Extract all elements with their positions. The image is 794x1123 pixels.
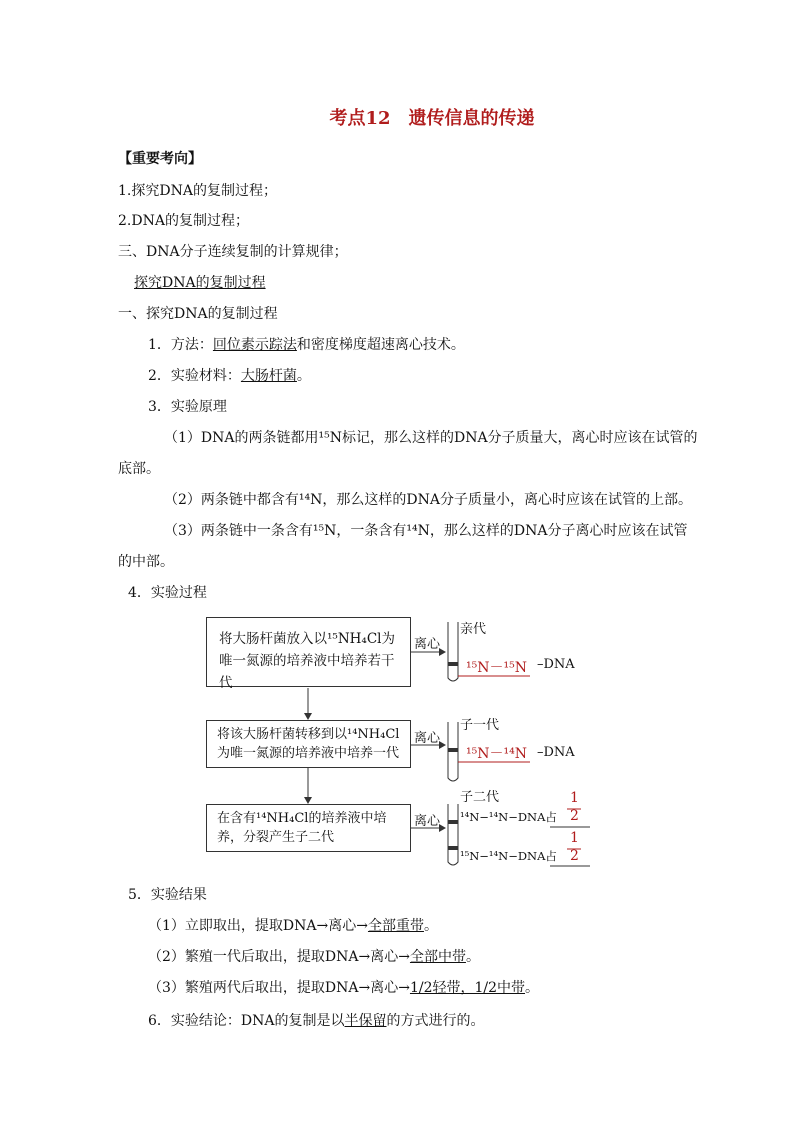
step-box-3: 在含有¹⁴NH₄Cl的培养液中培养，分裂产生子二代: [206, 804, 411, 852]
arrow-head: [304, 713, 312, 720]
section-header: 【重要考向】: [118, 151, 202, 167]
step-box-2: 将该大肠杆菌转移到以¹⁴NH₄Cl为唯一氮源的培养液中培养一代: [206, 720, 411, 768]
centrifuge-label: 离心: [414, 731, 441, 746]
generation-parent: 亲代: [460, 622, 487, 637]
list-item: 2.DNA的复制过程；: [118, 213, 249, 229]
list-item: 三、DNA分子连续复制的计算规律；: [118, 244, 348, 260]
fraction-numerator: 1: [570, 790, 579, 806]
band-label-f1: ¹⁵N－¹⁴N: [466, 746, 527, 762]
band-label-f2-mid: ¹⁵N−¹⁴N−DNA占: [460, 849, 557, 863]
principle-heading: 3．实验原理: [148, 399, 227, 415]
dna-suffix: –DNA: [537, 745, 575, 760]
method-line: 1．方法：回位素示踪法和密度梯度超速离心技术。: [148, 337, 465, 353]
conclusion: 6．实验结论：DNA的复制是以半保留的方式进行的。: [148, 1013, 485, 1029]
dna-suffix: –DNA: [537, 657, 575, 672]
principle-1-cont: 底部。: [118, 461, 160, 477]
results-heading: 5．实验结果: [128, 887, 207, 903]
result-1: （1）立即取出，提取DNA→离心→全部重带。: [148, 918, 438, 934]
fraction-numerator: 1: [570, 830, 579, 846]
generation-f2: 子二代: [460, 790, 500, 805]
result-3: （3）繁殖两代后取出，提取DNA→离心→1/2轻带，1/2中带。: [148, 980, 540, 996]
arrow-head: [304, 797, 312, 804]
test-tube-f2: [448, 804, 458, 865]
fraction-denominator: 2: [570, 848, 579, 864]
band-label-parent: ¹⁵N－¹⁵N: [466, 660, 527, 676]
page-title: 考点12 遗传信息的传递: [329, 108, 535, 129]
centrifuge-label: 离心: [414, 814, 441, 829]
test-tube-f1: [448, 722, 458, 781]
generation-f1: 子一代: [460, 718, 500, 733]
result-2: （2）繁殖一代后取出，提取DNA→离心→全部中带。: [148, 949, 480, 965]
process-diagram: [200, 610, 610, 870]
band-label-f2-light: ¹⁴N−¹⁴N−DNA占: [460, 810, 557, 824]
principle-3: （3）两条链中一条含有¹⁵N，一条含有¹⁴N，那么这样的DNA分子离心时应该在试管: [164, 523, 688, 539]
principle-2: （2）两条链中都含有¹⁴N，那么这样的DNA分子质量小，离心时应该在试管的上部。: [164, 492, 692, 508]
process-heading: 4．实验过程: [128, 585, 207, 601]
principle-3-cont: 的中部。: [118, 554, 174, 570]
principle-1: （1）DNA的两条链都用¹⁵N标记，那么这样的DNA分子质量大，离心时应该在试管的: [164, 430, 698, 446]
part-heading: 一、探究DNA的复制过程: [118, 306, 278, 322]
material-line: 2．实验材料：大肠杆菌。: [148, 368, 311, 384]
fraction-denominator: 2: [570, 808, 579, 824]
list-item: 1.探究DNA的复制过程；: [118, 183, 277, 199]
test-tube-parent: [448, 622, 458, 681]
subheading: 探究DNA的复制过程: [134, 275, 266, 291]
step-box-1: 将大肠杆菌放入以¹⁵NH₄Cl为唯一氮源的培养液中培养若干代: [206, 617, 411, 687]
centrifuge-label: 离心: [414, 637, 441, 652]
